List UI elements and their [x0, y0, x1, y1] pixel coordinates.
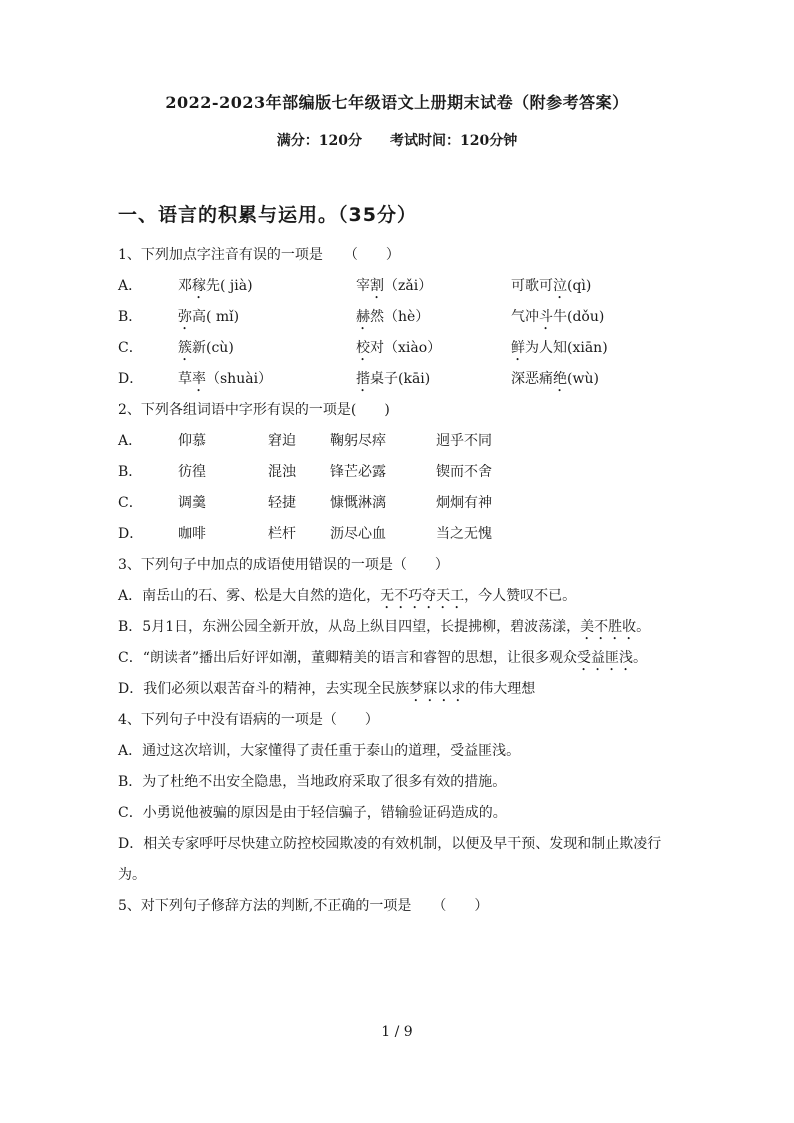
- question-list: [118, 240, 678, 922]
- option-word: 调羹: [178, 495, 206, 511]
- exam-time: 考试时间：120分钟: [390, 133, 518, 149]
- dotted-idiom: 受益匪浅: [577, 650, 634, 666]
- page-number: 1 / 9: [381, 1024, 413, 1040]
- option-word: 栏杆: [268, 526, 296, 542]
- sentence-text: C．“朗读者”播出后好评如潮，董卿精美的语言和睿智的思想，让很多观众: [118, 650, 578, 666]
- dotted-char: 揩: [356, 371, 370, 387]
- option-item: [511, 364, 661, 395]
- item-text: （zǎi）: [384, 278, 433, 294]
- question-4-stem: 4、下列句子中没有语病的一项是（ ）: [118, 712, 379, 728]
- option-item: [511, 302, 661, 333]
- item-text: 牛(dǒu): [553, 309, 605, 325]
- question-2-option: [118, 488, 678, 519]
- question-3-option: [118, 581, 678, 612]
- question-4-option-b: B．为了杜绝不出安全隐患，当地政府采取了很多有效的措施。: [118, 774, 507, 790]
- option-item: [356, 302, 511, 333]
- sentence-text: 的伟大理想: [465, 681, 536, 697]
- sentence-text: 。: [633, 650, 648, 666]
- dotted-char: 校: [356, 340, 370, 356]
- option-item: [178, 333, 356, 364]
- question-4-option-c: C．小勇说他被骗的原因是由于轻信骗子，错输验证码造成的。: [118, 805, 507, 821]
- question-3-option: [118, 674, 678, 705]
- dotted-char: 绝: [553, 371, 567, 387]
- item-text: 气冲: [511, 309, 539, 325]
- dotted-char: 斗: [539, 309, 553, 325]
- dotted-idiom: 梦寐以求: [409, 681, 466, 697]
- dotted-idiom: 美不胜收: [580, 619, 637, 635]
- question-1-option: [118, 271, 678, 302]
- dotted-char: 泣: [553, 278, 567, 294]
- item-text: (wù): [567, 371, 599, 387]
- question-3-stem: 3、下列句子中加点的成语使用错误的一项是（ ）: [118, 557, 449, 573]
- option-word: 咖啡: [178, 526, 206, 542]
- option-label: D．: [118, 526, 144, 542]
- option-word: 当之无愧: [436, 526, 492, 542]
- dotted-char: 稼: [192, 278, 206, 294]
- dotted-char: 簇: [178, 340, 192, 356]
- question-1-stem: 1、下列加点字注音有误的一项是 （ ）: [118, 247, 400, 263]
- option-word: 锋芒必露: [330, 464, 386, 480]
- option-label: A．: [118, 433, 143, 449]
- sentence-text: 。: [636, 619, 651, 635]
- option-label: D．: [118, 371, 144, 387]
- item-text: 深恶痛: [511, 371, 553, 387]
- exam-info: [0, 130, 794, 150]
- item-text: (qì): [567, 278, 592, 294]
- option-label: B．: [118, 309, 143, 325]
- option-label: A．: [118, 278, 143, 294]
- option-word: 慷慨淋漓: [330, 495, 386, 511]
- option-word: 轻捷: [268, 495, 296, 511]
- item-text: （shuài）: [206, 371, 273, 387]
- item-text: 对（xiào）: [370, 340, 442, 356]
- item-text: 桌子(kāi): [370, 371, 431, 387]
- option-label: C．: [118, 495, 143, 511]
- section-title: 一、语言的积累与运用。（35分）: [118, 204, 417, 226]
- option-label: B．: [118, 464, 143, 480]
- option-word: 仰慕: [178, 433, 206, 449]
- option-word: 窘迫: [268, 433, 296, 449]
- question-3-option: [118, 612, 678, 643]
- question-1-option: [118, 333, 678, 364]
- question-3-options: [118, 581, 678, 705]
- option-word: 彷徨: [178, 464, 206, 480]
- question-2-option: [118, 519, 678, 550]
- item-text: 宰: [356, 278, 370, 294]
- question-4-option-a: A．通过这次培训，大家懂得了责任重于泰山的道理，受益匪浅。: [118, 743, 521, 759]
- dotted-idiom: 无不巧夺天工: [380, 588, 465, 604]
- option-item: [356, 333, 511, 364]
- question-1-option: [118, 302, 678, 333]
- option-label: C．: [118, 340, 143, 356]
- sentence-text: D．我们必须以艰苦奋斗的精神，去实现全民族: [118, 681, 410, 697]
- question-5-stem: 5、对下列句子修辞方法的判断,不正确的一项是 （ ）: [118, 898, 489, 914]
- dotted-char: 鲜: [511, 340, 525, 356]
- question-3-option: [118, 643, 678, 674]
- item-text: 草: [178, 371, 192, 387]
- option-word: 鞠躬尽瘁: [330, 433, 386, 449]
- item-text: 然（hè）: [370, 309, 430, 325]
- question-2-options: [118, 426, 678, 550]
- option-word: 混浊: [268, 464, 296, 480]
- option-word: 迥乎不同: [436, 433, 492, 449]
- exam-title: 2022-2023年部编版七年级语文上册期末试卷（附参考答案）: [165, 93, 629, 112]
- dotted-char: 割: [370, 278, 384, 294]
- item-text: 邓: [178, 278, 192, 294]
- question-1-options: [118, 271, 678, 395]
- option-item: [511, 333, 661, 364]
- option-item: [178, 364, 356, 395]
- question-1-option: [118, 364, 678, 395]
- item-text: 先( jià): [206, 278, 253, 294]
- item-text: 高( mǐ): [192, 309, 240, 325]
- option-word: 炯炯有神: [436, 495, 492, 511]
- option-item: [356, 364, 511, 395]
- question-2-option: [118, 426, 678, 457]
- full-score: 满分：120分: [276, 133, 362, 149]
- dotted-char: 赫: [356, 309, 370, 325]
- option-item: [356, 271, 511, 302]
- dotted-char: 弥: [178, 309, 192, 325]
- question-2-option: [118, 457, 678, 488]
- sentence-text: A．南岳山的石、雾、松是大自然的造化，: [118, 588, 381, 604]
- question-2-stem: 2、下列各组词语中字形有误的一项是( ): [118, 402, 390, 418]
- item-text: 为人知(xiān): [525, 340, 608, 356]
- option-item: [178, 302, 356, 333]
- sentence-text: ，今人赞叹不已。: [464, 588, 577, 604]
- option-item: [178, 271, 356, 302]
- sentence-text: B．5月1日，东洲公园全新开放，从岛上纵目四望，长提拂柳，碧波荡漾，: [118, 619, 581, 635]
- option-word: 沥尽心血: [330, 526, 386, 542]
- question-4-option-d: D．相关专家呼吁尽快建立防控校园欺凌的有效机制，以便及早干预、发现和制止欺凌行为。: [118, 836, 662, 883]
- option-word: 锲而不舍: [436, 464, 492, 480]
- option-item: [511, 271, 661, 302]
- item-text: 新(cù): [192, 340, 234, 356]
- dotted-char: 率: [192, 371, 206, 387]
- item-text: 可歌可: [511, 278, 553, 294]
